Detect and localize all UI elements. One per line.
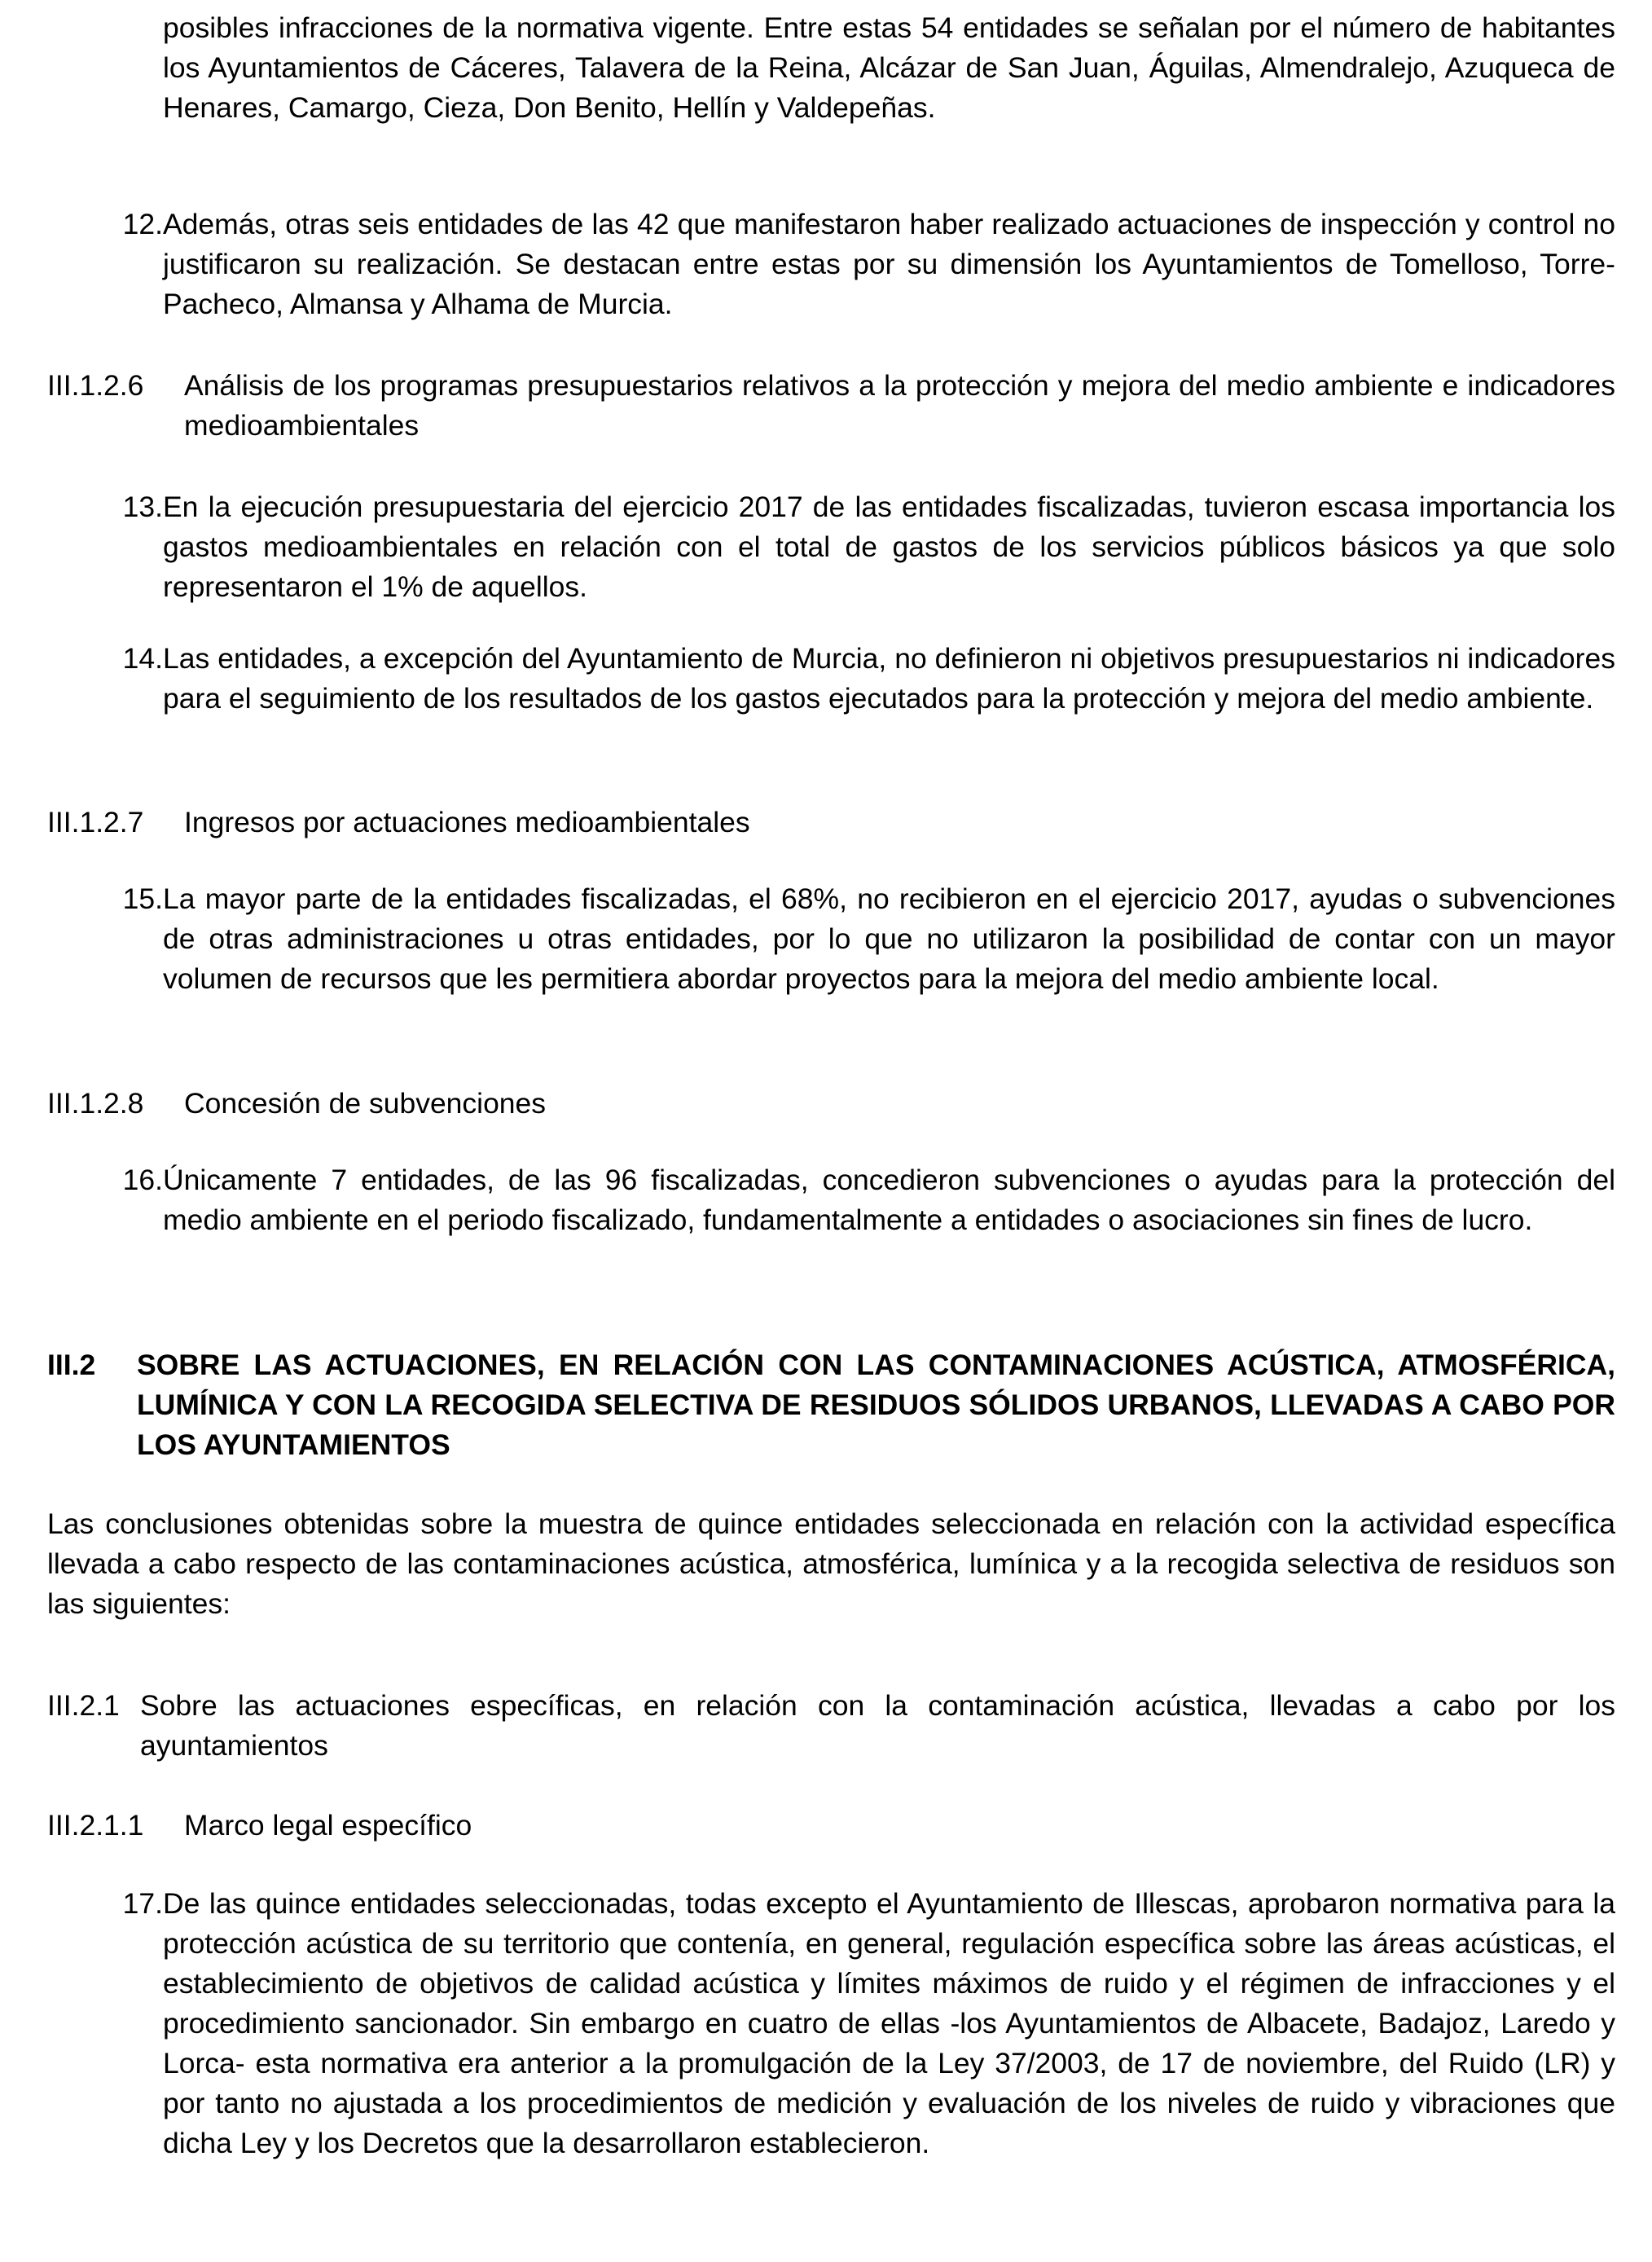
heading-iii-2-1-1 — [47, 1806, 1615, 1846]
heading-text-inner: Análisis de los programas presupuestarios relativos a la protección y mejora del medio ambiente e indicadores medioambientales — [184, 369, 1615, 442]
heading-text: Ingresos por actuaciones medioambientales — [184, 806, 750, 838]
heading-text: Concesión de subvenciones — [184, 1087, 547, 1120]
heading-number: III.2 — [47, 1349, 96, 1381]
heading-number: III.1.2.6 — [47, 369, 144, 402]
paragraph-11-continuation — [106, 8, 1615, 128]
heading-iii-2-1 — [47, 1686, 1615, 1766]
paragraph-text: En la ejecución presupuestaria del ejercicio 2017 de las entidades fiscalizadas, tuvieron escasa importancia los gastos medioambientales en relación con el total de gastos de los servicios públicos básicos ya que solo representaron el 1% de aquellos. — [163, 491, 1615, 603]
heading-iii-1-2-8 — [47, 1084, 1615, 1124]
heading-iii-2 — [47, 1345, 1615, 1465]
heading-iii-1-2-7 — [47, 803, 1615, 843]
paragraph-14 — [106, 639, 1615, 719]
heading-number: III.1.2.8 — [47, 1087, 144, 1120]
paragraph-number: 17. — [122, 1887, 163, 1920]
paragraph-16 — [106, 1160, 1615, 1240]
heading-number: III.1.2.7 — [47, 806, 144, 838]
heading-text: Sobre las actuaciones específicas, en relación con la contaminación acústica, llevadas a cabo por los ayuntamientos — [140, 1689, 1615, 1762]
section-intro-paragraph — [47, 1504, 1615, 1624]
paragraph-text: De las quince entidades seleccionadas, todas excepto el Ayuntamiento de Illescas, aprobaron normativa para la protección acústica de su territorio que contenía, en general, regulación específica sobre las áreas acústicas, el establecimiento de objetivos de calidad acústica y límites máximos de ruido y el régimen de infracciones y el procedimiento sancionador. Sin embargo en cuatro de ellas -los Ayuntamientos de Albacete, Badajoz, Laredo y Lorca- esta normativa era anterior a la promulgación de la Ley 37/2003, de 17 de noviembre, del Ruido (LR) y por tanto no ajustada a los procedimientos de medición y evaluación de los niveles de ruido y vibraciones que dicha Ley y los Decretos que la desarrollaron establecieron. — [163, 1887, 1615, 2159]
paragraph-13 — [106, 487, 1615, 607]
paragraph-text: posibles infracciones de la normativa vigente. Entre estas 54 entidades se señalan por el número de habitantes los Ayuntamientos de Cáceres, Talavera de la Reina, Alcázar de San Juan, Águilas, Almendralejo, Azuqueca de Henares, Camargo, Cieza, Don Benito, Hellín y Valdepeñas. — [163, 11, 1615, 124]
paragraph-12 — [106, 205, 1615, 324]
paragraph-number: 15. — [122, 882, 163, 915]
paragraph-text: Las conclusiones obtenidas sobre la muestra de quince entidades seleccionada en relación con la actividad específica llevada a cabo respecto de las contaminaciones acústica, atmosférica, lumínica y a la recogida selectiva de residuos son las siguientes: — [47, 1507, 1615, 1620]
paragraph-15 — [106, 879, 1615, 999]
paragraph-text: Las entidades, a excepción del Ayuntamiento de Murcia, no definieron ni objetivos presupuestarios ni indicadores para el seguimiento de los resultados de los gastos ejecutados para la protección y mejora del medio ambiente. — [163, 642, 1615, 715]
paragraph-number: 13. — [122, 491, 163, 523]
paragraph-number: 14. — [122, 642, 163, 675]
heading-text: SOBRE LAS ACTUACIONES, EN RELACIÓN CON LAS CONTAMINACIONES ACÚSTICA, ATMOSFÉRICA, LUMÍNICA Y CON LA RECOGIDA SELECTIVA DE RESIDUOS SÓLIDOS URBANOS, LLEVADAS A CABO POR LOS AYUNTAMIENTOS — [137, 1349, 1615, 1461]
heading-text — [47, 366, 1615, 446]
paragraph-text: La mayor parte de la entidades fiscalizadas, el 68%, no recibieron en el ejercicio 2017, ayudas o subvenciones de otras administraciones u otras entidades, por lo que no utilizaron la posibilidad de contar con un mayor volumen de recursos que les permitiera abordar proyectos para la mejora del medio ambiente local. — [163, 882, 1615, 995]
paragraph-number: 16. — [122, 1164, 163, 1196]
paragraph-number: 12. — [122, 208, 163, 240]
paragraph-text: Además, otras seis entidades de las 42 que manifestaron haber realizado actuaciones de inspección y control no justificaron su realización. Se destacan entre estas por su dimensión los Ayuntamientos de Tomelloso, Torre-Pacheco, Almansa y Alhama de Murcia. — [163, 208, 1615, 320]
heading-iii-1-2-6 — [47, 366, 1615, 446]
heading-number: III.2.1.1 — [47, 1809, 144, 1842]
heading-text: Marco legal específico — [184, 1809, 472, 1842]
paragraph-text: Únicamente 7 entidades, de las 96 fiscalizadas, concedieron subvenciones o ayudas para la protección del medio ambiente en el periodo fiscalizado, fundamentalmente a entidades o asociaciones sin fines de lucro. — [163, 1164, 1615, 1236]
paragraph-17 — [106, 1884, 1615, 2163]
heading-number: III.2.1 — [47, 1689, 120, 1722]
